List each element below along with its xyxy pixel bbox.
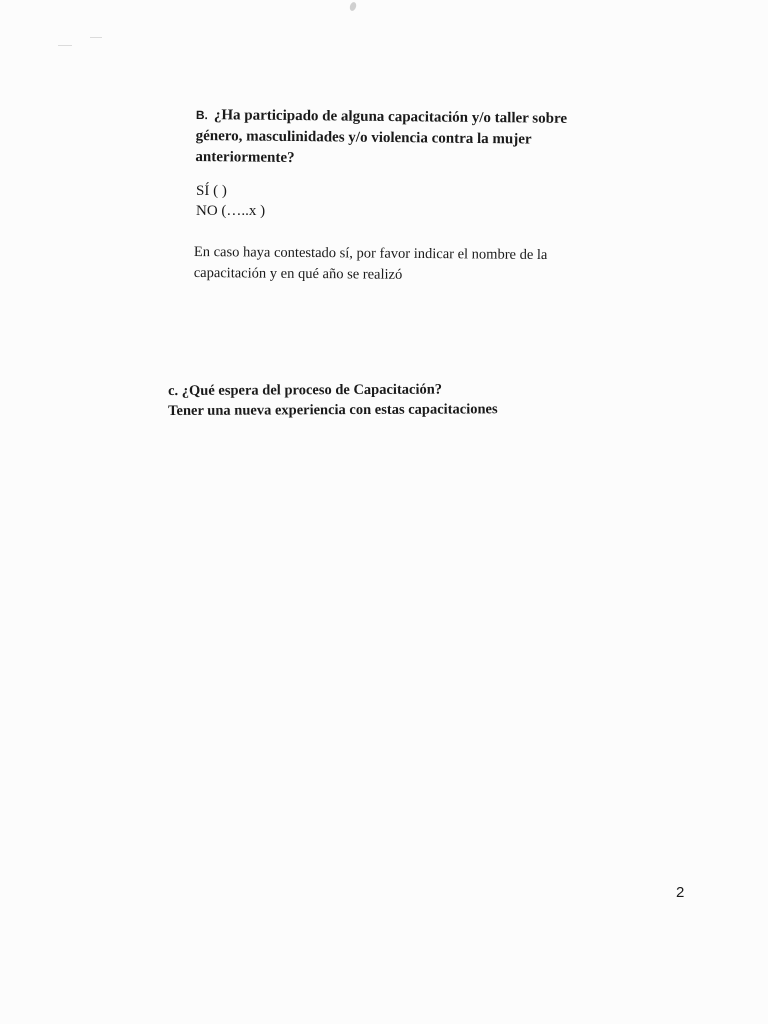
question-c-text: c. ¿Qué espera del proceso de Capacitación? — [168, 381, 443, 399]
scan-mark — [90, 37, 102, 38]
question-b-letter: B. — [195, 107, 208, 123]
option-yes: SÍ ( ) — [196, 183, 227, 199]
scan-mark — [58, 45, 72, 46]
question-b-text-3: anteriormente? — [195, 148, 295, 167]
instruction-note — [194, 242, 548, 287]
page-number: 2 — [676, 884, 685, 901]
answer-options — [196, 181, 265, 221]
note-line-2: capacitación y en qué año se realizó — [193, 264, 403, 283]
option-no: NO (…..x ) — [196, 203, 266, 219]
question-b-text-1: ¿Ha participado de alguna capacitación y/o taller sobre — [213, 107, 568, 127]
question-b — [195, 105, 626, 172]
note-line-1: En caso haya contestado sí, por favor indicar el nombre de la — [193, 243, 548, 264]
question-b-text-2: género, masculinidades y/o violencia contra la mujer — [195, 127, 532, 148]
scan-smudge — [349, 1, 358, 12]
question-c — [168, 379, 498, 421]
question-c-answer: Tener una nueva experiencia con estas capacitaciones — [168, 401, 498, 419]
